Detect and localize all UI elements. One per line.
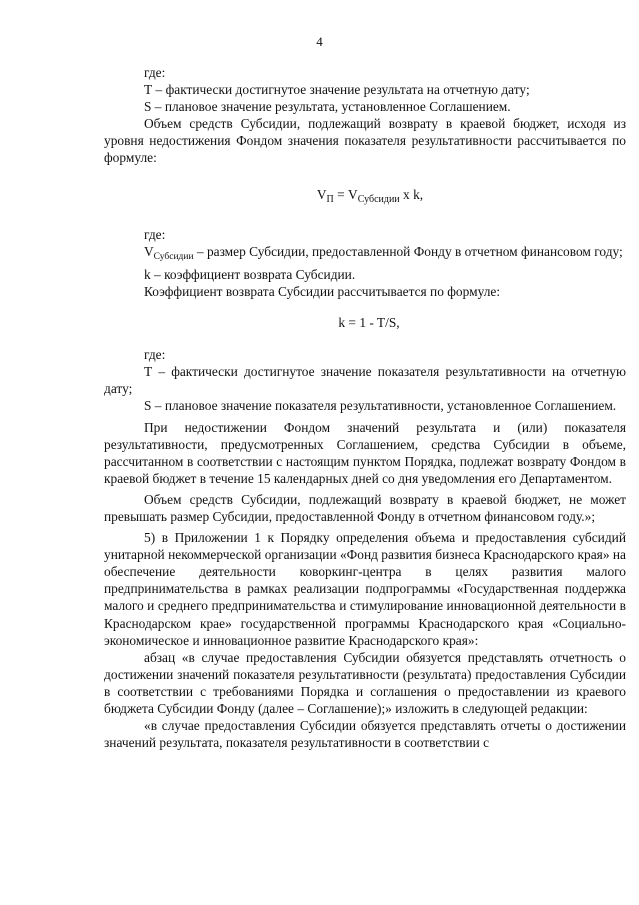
k-definition: k – коэффициент возврата Субсидии. [144,266,356,282]
v-symbol-sub: Субсидии [153,251,194,262]
where-label-1: где: [144,65,166,80]
s-definition-2: S – плановое значение показателя результативности, установленное Соглашением. [144,398,617,414]
document-body [104,64,626,751]
limit-paragraph: Объем средств Субсидии, подлежащий возврату в краевой бюджет, не может превышать размер Субсидии, предоставленной Фонду в отчетном финансовом году.»; [104,491,626,524]
v-symbol: V [144,243,154,259]
s-definition-1: S – плановое значение результата, установленное Соглашением. [144,99,511,115]
k-intro-paragraph: Коэффициент возврата Субсидии рассчитывается по формуле: [144,283,501,299]
formula-eq: = [333,186,349,202]
v-definition-text: – размер Субсидии, предоставленной Фонду в отчетном финансовом году; [193,243,623,259]
where-label-2: где: [144,226,166,242]
formula-rhs-main: V [348,186,358,202]
formula-coefficient: k = 1 - T/S, [338,315,400,331]
formula-rhs-tail: x k, [399,186,424,202]
t-definition-2: Т – фактически достигнутое значение показателя результативности на отчетную дату; [104,364,626,397]
formula-lhs-main: V [316,186,327,202]
failure-paragraph: При недостижении Фондом значений результата и (или) показателя результативности, предусмотренных Соглашением, средства Субсидии в объеме, рассчитанном в соответствии с настоящим пунктом Порядка, подлежат возврату Фондом в краевой бюджет в течение 15 календарных дней со дня уведомления его Департаментом. [104,419,626,486]
new-text-paragraph: «в случае предоставления Субсидии обязуется представлять отчеты о достижении значений результата, показателя результативности в соответствии с [104,718,626,751]
page-number: 4 [316,34,323,49]
formula-lhs-sub: П [326,193,334,205]
where-label-3: где: [144,347,166,363]
abzac-paragraph: абзац «в случае предоставления Субсидии обязуется представлять отчетность о достижении значений показателя результативности (результата) предоставления Субсидии в соответствии с требованиями Порядка и соглашения о предоставлении из краевого бюджета Субсидии Фонду (далее – Соглашение);» изложить в следующей редакции: [104,649,626,716]
formula-volume [104,186,626,208]
volume-intro-paragraph: Объем средств Субсидии, подлежащий возврату в краевой бюджет, исходя из уровня недостижения Фондом значения показателя результативности рассчитывается по формуле: [104,116,626,166]
formula-rhs-sub: Субсидии [357,193,400,205]
item-5-paragraph: 5) в Приложении 1 к Порядку определения объема и предоставления субсидий унитарной некоммерческой организации «Фонд развития бизнеса Краснодарского края» на обеспечение деятельности коворкинг-центра в целях развития малого предпринимательства в рамках реализации подпрограммы «Государственная поддержка малого и среднего предпринимательства и стимулирование инновационной деятельности в Краснодарском крае» государственной программы Краснодарского края «Социально-экономическое и инновационное развитие Краснодарского края»: [104,530,626,648]
v-definition [104,243,626,266]
t-definition-1: Т – фактически достигнутое значение результата на отчетную дату; [144,82,530,98]
